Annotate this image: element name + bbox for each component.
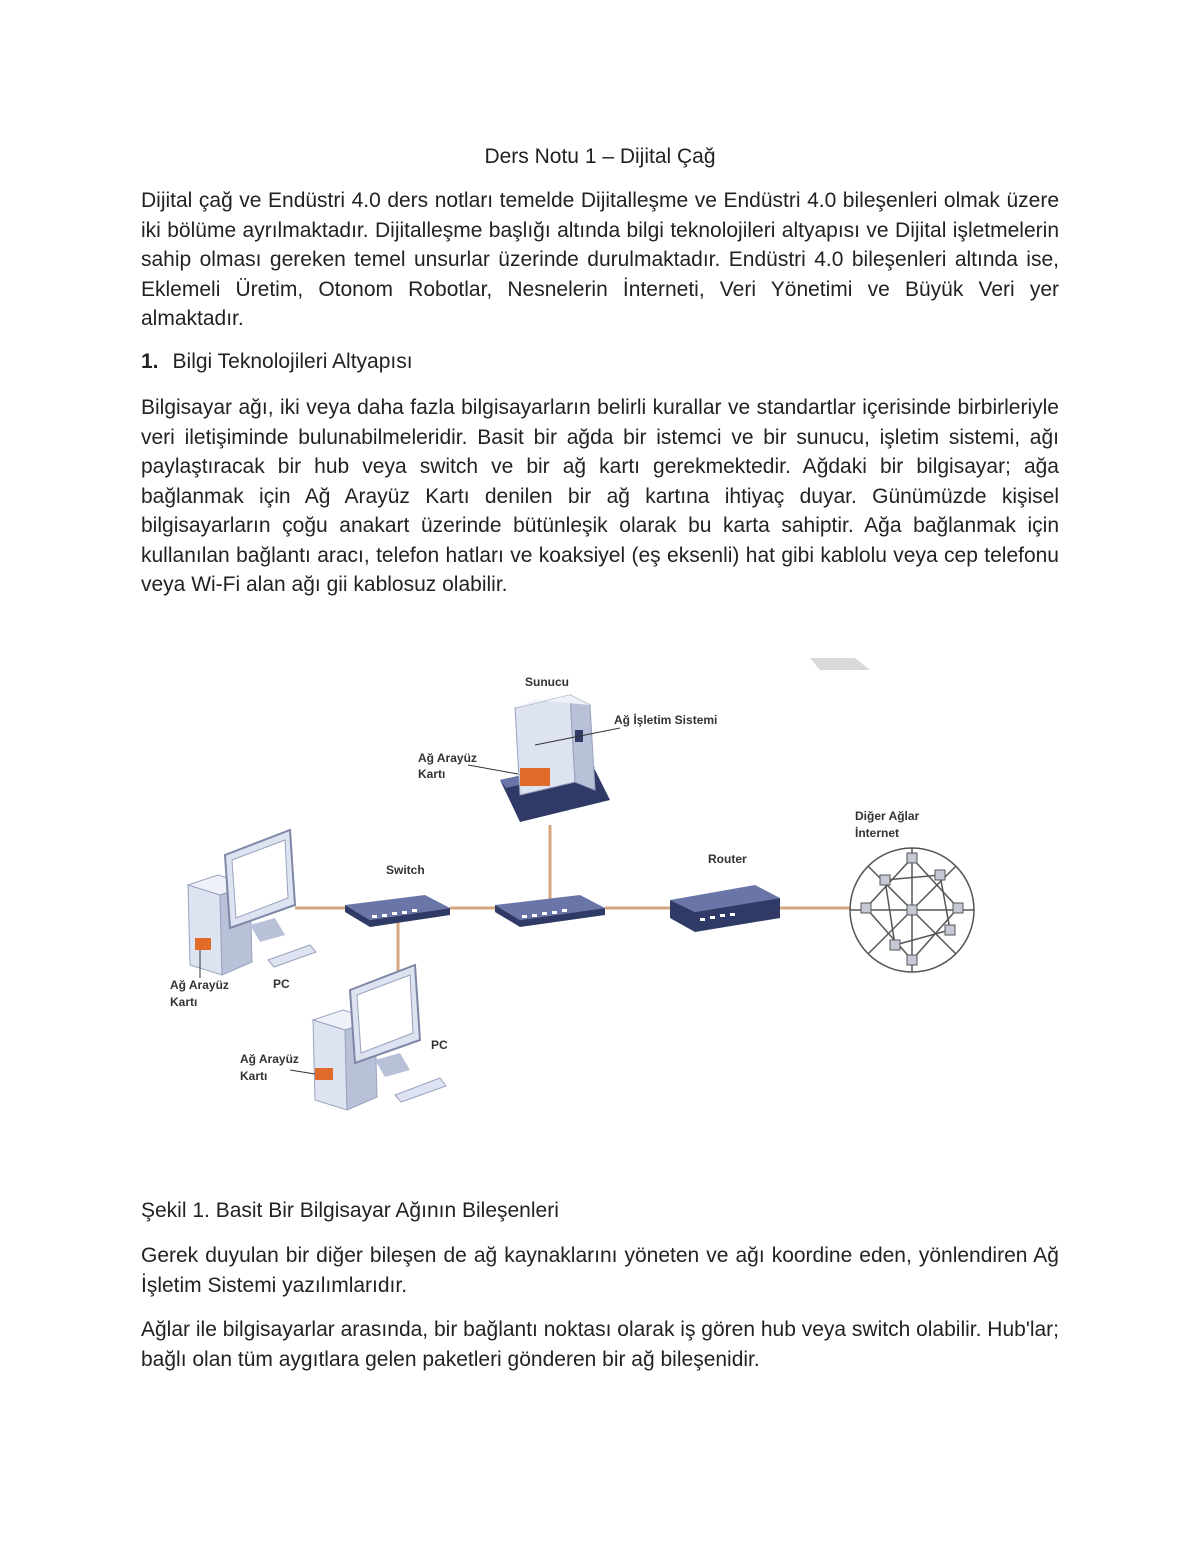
nos-paragraph: Gerek duyulan bir diğer bileşen de ağ kaynaklarını yöneten ve ağı koordine eden, yönlendiren Ağ İşletim Sistemi yazılımlarıdır. [141, 1244, 1059, 1297]
label-nic-pc1-line1: Ağ Arayüz [170, 978, 229, 992]
label-nic-pc2-line1: Ağ Arayüz [240, 1052, 299, 1066]
switch-icon [345, 895, 450, 927]
label-router: Router [708, 852, 747, 866]
label-other-networks: Diğer Ağlar [855, 809, 920, 823]
label-nic-server-line1: Ağ Arayüz [418, 751, 477, 765]
section-number: 1. [141, 350, 159, 373]
label-pc2: PC [431, 1038, 448, 1052]
label-nic-server-line2: Kartı [418, 767, 446, 781]
nic-card-pc1 [195, 938, 211, 950]
hub-paragraph: Ağlar ile bilgisayarlar arasında, bir bağlantı noktası olarak iş gören hub veya switch olabilir. Hub'lar; bağlı olan tüm aygıtlara gelen paketleri gönderen bir ağ bileşenidir. [141, 1318, 1059, 1371]
network-diagram [150, 650, 1030, 1130]
hub-icon [495, 895, 605, 927]
figure-caption: Şekil 1. Basit Bir Bilgisayar Ağının Bileşenleri [141, 1199, 559, 1222]
label-nic-pc2-line2: Kartı [240, 1069, 268, 1083]
pc-icon-2 [290, 965, 446, 1110]
label-nic-pc1-line2: Kartı [170, 995, 198, 1009]
nic-card-server [520, 768, 550, 786]
label-internet: İnternet [855, 826, 900, 840]
network-paragraph: Bilgisayar ağı, iki veya daha fazla bilgisayarların belirli kurallar ve standartlar içerisinde birbirleriyle veri iletişiminde bulunabilmeleridir. Basit bir ağda bir istemci ve bir sunucu, işletim sistemi, ağı paylaştıracak bir hub veya switch ve bir ağ kartı gerekmektedir. Ağdaki bir bilgisayar; ağa bağlanmak için Ağ Arayüz Kartı denilen bir ağ kartına ihtiyaç duyar. Günümüzde kişisel bilgisayarların çoğu anakart üzerinde bütünleşik olarak bu karta sahiptir. Ağa bağlanmak için kullanılan bağlantı aracı, telefon hatları ve koaksiyel (eş eksenli) hat gibi kablolu veya cep telefonu veya Wi-Fi alan ağı gii kablosuz olabilir. [141, 396, 1059, 596]
label-switch: Switch [386, 863, 425, 877]
page-title: Ders Notu 1 – Dijital Çağ [484, 145, 716, 168]
intro-paragraph: Dijital çağ ve Endüstri 4.0 ders notları temelde Dijitalleşme ve Endüstri 4.0 bileşenleri olmak üzere iki bölüme ayrılmaktadır. Dijitalleşme başlığı altında bilgi teknolojileri altyapısı ve Dijital işletmelerin sahip olması gereken temel unsurlar üzerinde durulmaktadır. Endüstri 4.0 bileşenleri altında ise, Eklemeli Üretim, Otonom Robotlar, Nesnelerin İnterneti, Veri Yönetimi ve Büyük Veri yer almaktadır. [141, 189, 1059, 330]
router-icon [670, 885, 780, 932]
label-server: Sunucu [525, 675, 569, 689]
decorative-mark [810, 658, 870, 670]
section-title: Bilgi Teknolojileri Altyapısı [172, 350, 413, 373]
server-icon [468, 695, 620, 822]
label-network-os: Ağ İşletim Sistemi [614, 713, 718, 727]
label-pc1: PC [273, 977, 290, 991]
pc-icon-1 [188, 830, 316, 978]
section-heading-1 [141, 348, 413, 376]
internet-globe-icon [850, 848, 974, 972]
nic-card-pc2 [315, 1068, 333, 1080]
